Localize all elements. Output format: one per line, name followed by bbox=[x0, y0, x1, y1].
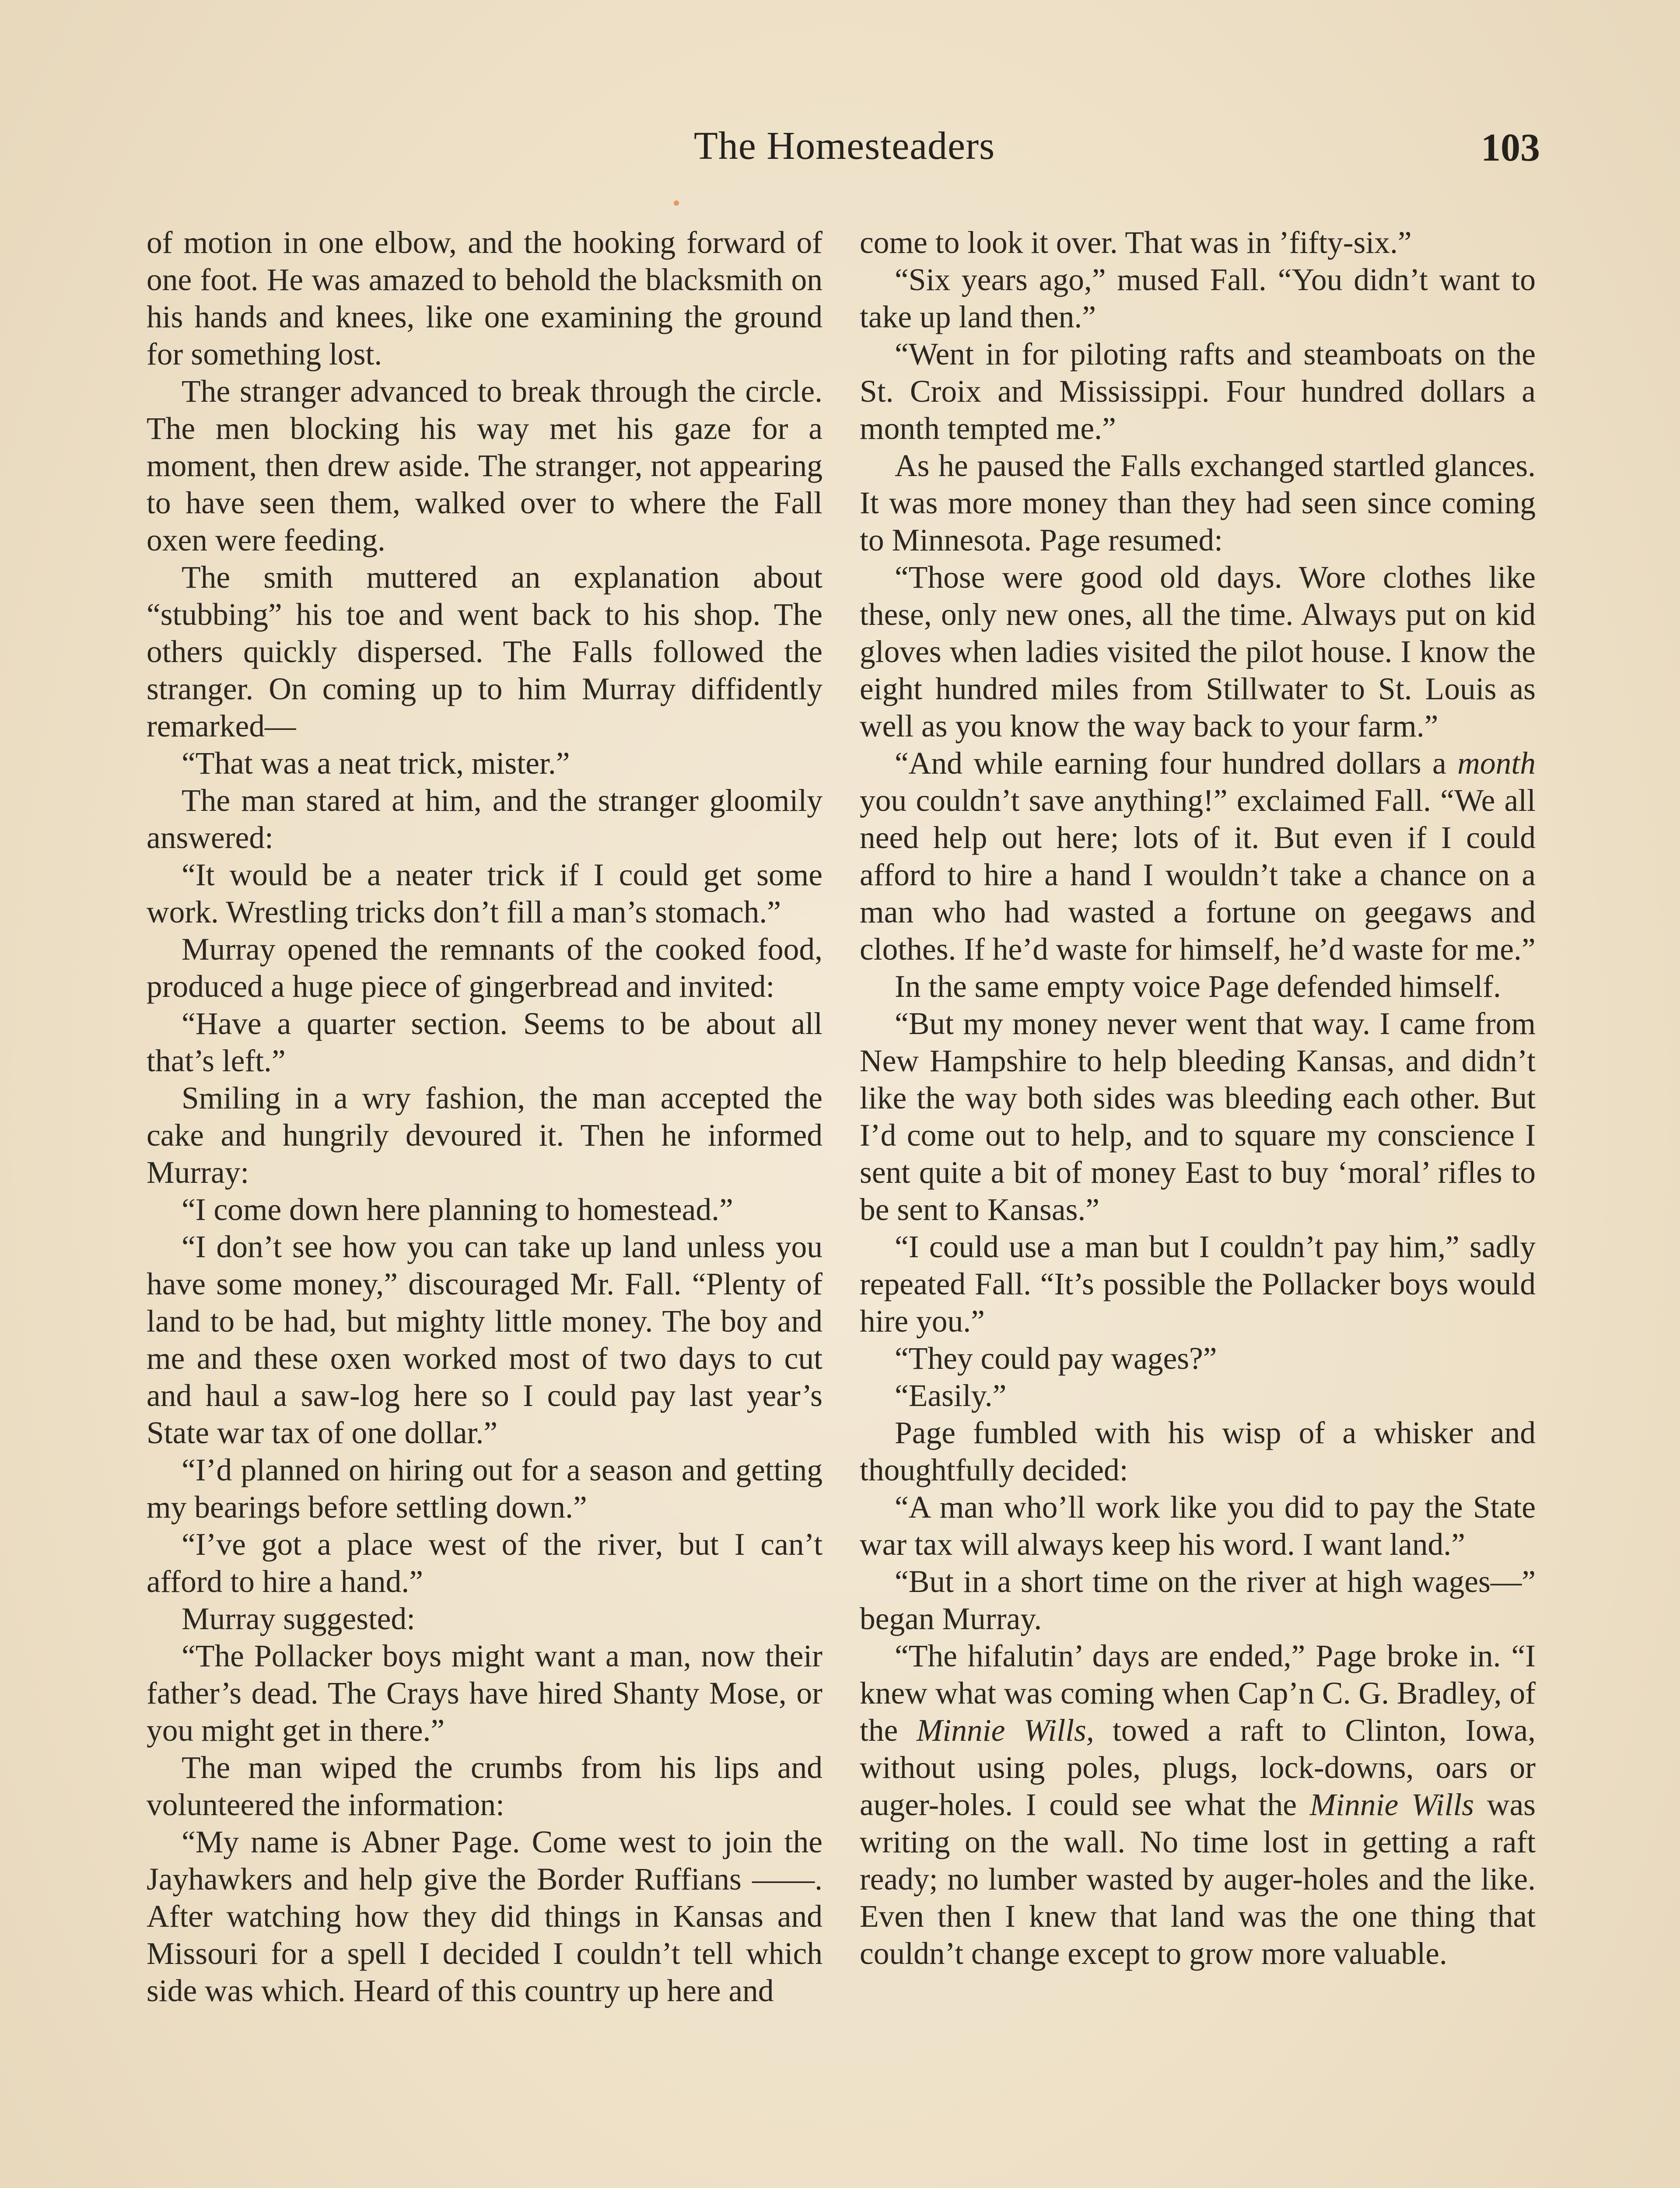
paragraph bbox=[860, 745, 1536, 968]
italic-text: month bbox=[1457, 746, 1536, 781]
paragraph: “Those were good old days. Wore clothes like these, only new ones, all the time. Always put on kid gloves when ladies visited the pilot house. I know the eight hundred miles from Stillwater to St. Louis as well as you know the way back to your farm.” bbox=[860, 560, 1536, 743]
running-title: The Homesteaders bbox=[693, 124, 995, 168]
paragraph: “Six years ago,” mused Fall. “You didn’t want to take up land then.” bbox=[860, 263, 1536, 334]
paragraph: Murray suggested: bbox=[182, 1602, 416, 1636]
paragraph: “A man who’ll work like you did to pay the State war tax will always keep his word. I want land.” bbox=[860, 1490, 1536, 1562]
paragraph: “They could pay wages?” bbox=[895, 1341, 1217, 1376]
paragraph: “But in a short time on the river at high wages—” began Murray. bbox=[860, 1564, 1536, 1636]
left-text-column bbox=[147, 224, 822, 2188]
paragraph: “Went in for piloting rafts and steamboats on the St. Croix and Mississippi. Four hundred dollars a month tempted me.” bbox=[860, 337, 1536, 446]
paragraph: “I could use a man but I couldn’t pay him,” sadly repeated Fall. “It’s possible the Pollacker boys would hire you.” bbox=[860, 1230, 1536, 1339]
paragraph: Murray opened the remnants of the cooked food, produced a huge piece of gingerbread and invited: bbox=[147, 932, 822, 1004]
paragraph: As he paused the Falls exchanged startled glances. It was more money than they had seen since coming to Minnesota. Page resumed: bbox=[860, 449, 1536, 558]
paragraph: “Have a quarter section. Seems to be about all that’s left.” bbox=[147, 1006, 822, 1078]
page-number: 103 bbox=[1481, 126, 1540, 169]
paragraph: “I come down here planning to homestead.” bbox=[182, 1192, 733, 1227]
paragraph: “My name is Abner Page. Come west to join the Jayhawkers and help give the Border Ruffians ——. After watching how they did things in Kansas and Missouri for a spell I decided I couldn’t tell which side was which. Heard of this country up here and bbox=[147, 1825, 822, 2008]
paragraph: The smith muttered an explanation about “stubbing” his toe and went back to his shop. The others quickly dispersed. The Falls followed the stranger. On coming up to him Murray diffidently remarked— bbox=[147, 560, 822, 743]
paragraph: “That was a neat trick, mister.” bbox=[182, 746, 570, 781]
italic-text: Minnie Wills, bbox=[916, 1713, 1094, 1748]
paragraph: “But my money never went that way. I came from New Hampshire to help bleeding Kansas, and didn’t like the way both sides was bleeding each other. But I’d come out to help, and to square my conscience I sent quite a bit of money East to buy ‘moral’ rifles to be sent to Kansas.” bbox=[860, 1006, 1536, 1227]
paragraph bbox=[860, 1637, 1536, 1972]
page-header bbox=[0, 123, 1680, 176]
paragraph: In the same empty voice Page defended himself. bbox=[895, 969, 1501, 1004]
paragraph-text: “The hifalutin’ days are ended,” Page broke in. “I knew what was coming when Cap’n C. G. Bradley, of the bbox=[860, 1639, 1536, 1748]
paragraph: The man stared at him, and the stranger gloomily answered: bbox=[147, 783, 822, 855]
paragraph-text: “And while earning four hundred dollars a bbox=[895, 746, 1458, 781]
paragraph: “I’d planned on hiring out for a season and getting my bearings before settling down.” bbox=[147, 1453, 822, 1525]
right-text-column bbox=[860, 224, 1536, 2188]
paragraph: “I’ve got a place west of the river, but I can’t afford to hire a hand.” bbox=[147, 1527, 822, 1599]
paragraph: “It would be a neater trick if I could get some work. Wrestling tricks don’t fill a man’s stomach.” bbox=[147, 858, 822, 929]
paragraph: “I don’t see how you can take up land unless you have some money,” discouraged Mr. Fall. “Plenty of land to be had, but mighty little money. The boy and me and these oxen worked most of two days to cut and haul a saw-log here so I could pay last year’s State war tax of one dollar.” bbox=[147, 1230, 822, 1450]
print-speck bbox=[674, 200, 679, 206]
paragraph: of motion in one elbow, and the hooking forward of one foot. He was amazed to behold the blacksmith on his hands and knees, like one examining the ground for something lost. bbox=[147, 225, 822, 372]
paragraph-text: you couldn’t save anything!” exclaimed Fall. “We all need help out here; lots of it. But even if I could afford to hire a hand I wouldn’t take a chance on a man who had wasted a fortune on geegaws and clothes. If he’d waste for himself, he’d waste for me.” bbox=[860, 783, 1536, 967]
paragraph: “The Pollacker boys might want a man, now their father’s dead. The Crays have hired Shanty Mose, or you might get in there.” bbox=[147, 1639, 822, 1748]
paragraph: Smiling in a wry fashion, the man accepted the cake and hungrily devoured it. Then he informed Murray: bbox=[147, 1081, 822, 1190]
paragraph-text: was writing on the wall. No time lost in getting a raft ready; no lumber wasted by auger-holes and the like. Even then I knew that land was the one thing that couldn’t change except to grow more valuable. bbox=[860, 1788, 1536, 1971]
paragraph: The stranger advanced to break through the circle. The men blocking his way met his gaze for a moment, then drew aside. The stranger, not appearing to have seen them, walked over to where the Fall oxen were feeding. bbox=[147, 374, 822, 558]
paragraph: Page fumbled with his wisp of a whisker and thoughtfully decided: bbox=[860, 1416, 1536, 1487]
paragraph: come to look it over. That was in ’fifty-six.” bbox=[860, 225, 1412, 260]
paragraph: “Easily.” bbox=[895, 1378, 1007, 1413]
paragraph-text: towed a raft to Clinton, Iowa, without using poles, plugs, lock-downs, oars or auger-holes. I could see what the bbox=[860, 1713, 1536, 1822]
italic-text: Minnie Wills bbox=[1309, 1788, 1474, 1822]
paragraph: The man wiped the crumbs from his lips and volunteered the information: bbox=[147, 1750, 822, 1822]
